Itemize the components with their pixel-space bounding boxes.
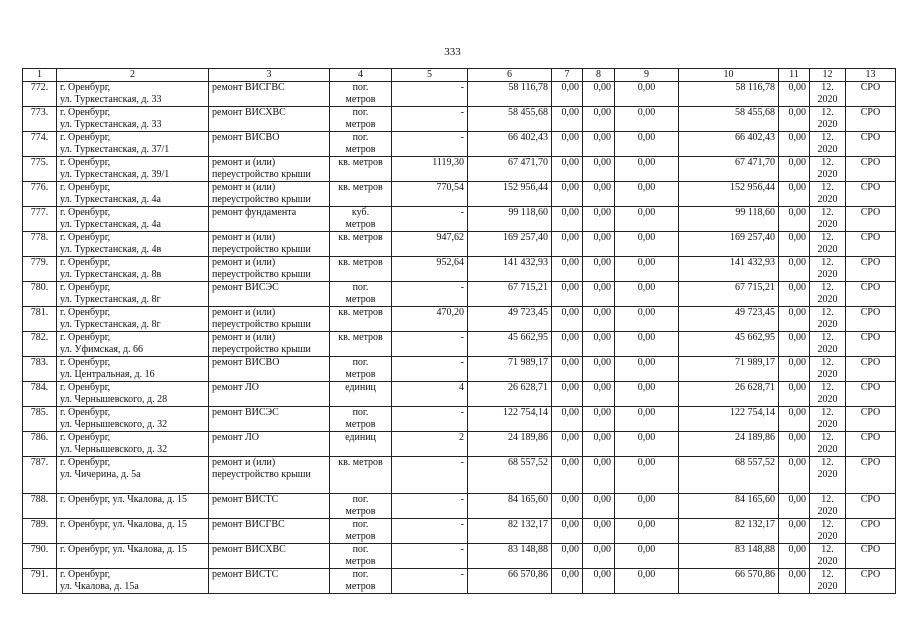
- period-cell: 12. 2020: [810, 407, 846, 432]
- cost-col7-cell: 0,00: [552, 157, 583, 182]
- cost-col10-cell: 67 471,70: [679, 157, 779, 182]
- cost-col8-cell: 0,00: [583, 457, 615, 494]
- column-header: 4: [330, 69, 392, 82]
- cost-total-cell: 141 432,93: [468, 257, 552, 282]
- table-row: [23, 182, 896, 207]
- table-row: [23, 494, 896, 519]
- cost-col7-cell: 0,00: [552, 232, 583, 257]
- cost-col10-cell: 99 118,60: [679, 207, 779, 232]
- quantity-cell: -: [392, 407, 468, 432]
- method-cell: СРО: [846, 182, 896, 207]
- row-number: 780.: [23, 282, 57, 307]
- table-row: [23, 257, 896, 282]
- period-cell: 12. 2020: [810, 432, 846, 457]
- work-type-cell: ремонт ВИСХВС: [209, 107, 330, 132]
- unit-cell: пог. метров: [330, 132, 392, 157]
- method-cell: СРО: [846, 382, 896, 407]
- column-header: 3: [209, 69, 330, 82]
- row-number: 772.: [23, 82, 57, 107]
- cost-col9-cell: 0,00: [615, 207, 679, 232]
- row-number: 773.: [23, 107, 57, 132]
- unit-cell: кв. метров: [330, 457, 392, 494]
- unit-cell: пог. метров: [330, 544, 392, 569]
- period-cell: 12. 2020: [810, 207, 846, 232]
- row-number: 785.: [23, 407, 57, 432]
- cost-total-cell: 169 257,40: [468, 232, 552, 257]
- cost-col7-cell: 0,00: [552, 494, 583, 519]
- cost-total-cell: 66 570,86: [468, 569, 552, 594]
- table-row: [23, 82, 896, 107]
- row-number: 786.: [23, 432, 57, 457]
- method-cell: СРО: [846, 232, 896, 257]
- address-cell: г. Оренбург, ул. Туркестанская, д. 4в: [57, 232, 209, 257]
- column-header: 5: [392, 69, 468, 82]
- address-cell: г. Оренбург, ул. Туркестанская, д. 8г: [57, 282, 209, 307]
- cost-col8-cell: 0,00: [583, 307, 615, 332]
- cost-total-cell: 68 557,52: [468, 457, 552, 494]
- row-number: 774.: [23, 132, 57, 157]
- work-type-cell: ремонт и (или) переустройство крыши: [209, 257, 330, 282]
- column-header: 8: [583, 69, 615, 82]
- method-cell: СРО: [846, 407, 896, 432]
- page-number: 333: [444, 46, 461, 58]
- cost-col11-cell: 0,00: [779, 382, 810, 407]
- method-cell: СРО: [846, 457, 896, 494]
- column-header: 10: [679, 69, 779, 82]
- cost-col9-cell: 0,00: [615, 257, 679, 282]
- address-cell: г. Оренбург, ул. Чернышевского, д. 28: [57, 382, 209, 407]
- table-row: [23, 407, 896, 432]
- period-cell: 12. 2020: [810, 157, 846, 182]
- cost-col9-cell: 0,00: [615, 432, 679, 457]
- row-number: 787.: [23, 457, 57, 494]
- table-row: [23, 157, 896, 182]
- table-row: [23, 569, 896, 594]
- cost-col9-cell: 0,00: [615, 494, 679, 519]
- cost-total-cell: 66 402,43: [468, 132, 552, 157]
- cost-col7-cell: 0,00: [552, 382, 583, 407]
- cost-col10-cell: 49 723,45: [679, 307, 779, 332]
- quantity-cell: -: [392, 494, 468, 519]
- address-cell: г. Оренбург, ул. Чернышевского, д. 32: [57, 407, 209, 432]
- table-row: [23, 457, 896, 494]
- method-cell: СРО: [846, 107, 896, 132]
- quantity-cell: -: [392, 357, 468, 382]
- cost-col7-cell: 0,00: [552, 569, 583, 594]
- table-row: [23, 282, 896, 307]
- address-cell: г. Оренбург, ул. Чкалова, д. 15а: [57, 569, 209, 594]
- capital-repair-table: [22, 68, 896, 594]
- period-cell: 12. 2020: [810, 232, 846, 257]
- work-type-cell: ремонт ВИСТС: [209, 494, 330, 519]
- cost-col11-cell: 0,00: [779, 457, 810, 494]
- method-cell: СРО: [846, 157, 896, 182]
- cost-col8-cell: 0,00: [583, 544, 615, 569]
- cost-col8-cell: 0,00: [583, 519, 615, 544]
- method-cell: СРО: [846, 282, 896, 307]
- column-header: 13: [846, 69, 896, 82]
- period-cell: 12. 2020: [810, 382, 846, 407]
- quantity-cell: -: [392, 132, 468, 157]
- column-header: 9: [615, 69, 679, 82]
- cost-col7-cell: 0,00: [552, 544, 583, 569]
- cost-total-cell: 99 118,60: [468, 207, 552, 232]
- table-row: [23, 332, 896, 357]
- cost-col10-cell: 82 132,17: [679, 519, 779, 544]
- table-row: [23, 307, 896, 332]
- unit-cell: пог. метров: [330, 519, 392, 544]
- cost-total-cell: 67 715,21: [468, 282, 552, 307]
- table-row: [23, 132, 896, 157]
- cost-col9-cell: 0,00: [615, 357, 679, 382]
- cost-col9-cell: 0,00: [615, 282, 679, 307]
- table-row: [23, 232, 896, 257]
- cost-col10-cell: 141 432,93: [679, 257, 779, 282]
- cost-total-cell: 152 956,44: [468, 182, 552, 207]
- cost-col11-cell: 0,00: [779, 207, 810, 232]
- method-cell: СРО: [846, 307, 896, 332]
- cost-col10-cell: 67 715,21: [679, 282, 779, 307]
- cost-col10-cell: 71 989,17: [679, 357, 779, 382]
- column-header: 1: [23, 69, 57, 82]
- cost-total-cell: 58 116,78: [468, 82, 552, 107]
- period-cell: 12. 2020: [810, 257, 846, 282]
- table-row: [23, 207, 896, 232]
- method-cell: СРО: [846, 544, 896, 569]
- address-cell: г. Оренбург, ул. Туркестанская, д. 33: [57, 82, 209, 107]
- cost-col11-cell: 0,00: [779, 182, 810, 207]
- cost-col7-cell: 0,00: [552, 357, 583, 382]
- method-cell: СРО: [846, 132, 896, 157]
- cost-col7-cell: 0,00: [552, 82, 583, 107]
- period-cell: 12. 2020: [810, 569, 846, 594]
- method-cell: СРО: [846, 257, 896, 282]
- unit-cell: единиц: [330, 382, 392, 407]
- period-cell: 12. 2020: [810, 332, 846, 357]
- cost-col8-cell: 0,00: [583, 494, 615, 519]
- cost-col11-cell: 0,00: [779, 257, 810, 282]
- method-cell: СРО: [846, 332, 896, 357]
- cost-col10-cell: 169 257,40: [679, 232, 779, 257]
- address-cell: г. Оренбург, ул. Чкалова, д. 15: [57, 519, 209, 544]
- cost-col10-cell: 68 557,52: [679, 457, 779, 494]
- period-cell: 12. 2020: [810, 132, 846, 157]
- cost-col10-cell: 24 189,86: [679, 432, 779, 457]
- period-cell: 12. 2020: [810, 494, 846, 519]
- cost-col9-cell: 0,00: [615, 307, 679, 332]
- unit-cell: пог. метров: [330, 569, 392, 594]
- address-cell: г. Оренбург, ул. Чкалова, д. 15: [57, 494, 209, 519]
- cost-col11-cell: 0,00: [779, 332, 810, 357]
- cost-col9-cell: 0,00: [615, 332, 679, 357]
- cost-col7-cell: 0,00: [552, 332, 583, 357]
- unit-cell: кв. метров: [330, 332, 392, 357]
- quantity-cell: 470,20: [392, 307, 468, 332]
- unit-cell: кв. метров: [330, 307, 392, 332]
- method-cell: СРО: [846, 494, 896, 519]
- period-cell: 12. 2020: [810, 282, 846, 307]
- cost-col10-cell: 66 570,86: [679, 569, 779, 594]
- cost-col8-cell: 0,00: [583, 382, 615, 407]
- cost-col11-cell: 0,00: [779, 519, 810, 544]
- cost-col11-cell: 0,00: [779, 107, 810, 132]
- quantity-cell: -: [392, 207, 468, 232]
- cost-col8-cell: 0,00: [583, 182, 615, 207]
- quantity-cell: 952,64: [392, 257, 468, 282]
- cost-total-cell: 49 723,45: [468, 307, 552, 332]
- unit-cell: кв. метров: [330, 257, 392, 282]
- period-cell: 12. 2020: [810, 307, 846, 332]
- cost-col10-cell: 84 165,60: [679, 494, 779, 519]
- row-number: 783.: [23, 357, 57, 382]
- cost-col9-cell: 0,00: [615, 519, 679, 544]
- unit-cell: пог. метров: [330, 357, 392, 382]
- row-number: 790.: [23, 544, 57, 569]
- cost-col10-cell: 45 662,95: [679, 332, 779, 357]
- cost-col8-cell: 0,00: [583, 257, 615, 282]
- row-number: 789.: [23, 519, 57, 544]
- cost-col7-cell: 0,00: [552, 207, 583, 232]
- cost-total-cell: 58 455,68: [468, 107, 552, 132]
- cost-total-cell: 71 989,17: [468, 357, 552, 382]
- table-row: [23, 107, 896, 132]
- cost-col10-cell: 152 956,44: [679, 182, 779, 207]
- cost-total-cell: 83 148,88: [468, 544, 552, 569]
- cost-col11-cell: 0,00: [779, 232, 810, 257]
- row-number: 781.: [23, 307, 57, 332]
- work-type-cell: ремонт ВИСТС: [209, 569, 330, 594]
- row-number: 779.: [23, 257, 57, 282]
- column-header: 2: [57, 69, 209, 82]
- period-cell: 12. 2020: [810, 107, 846, 132]
- cost-col11-cell: 0,00: [779, 432, 810, 457]
- cost-col8-cell: 0,00: [583, 232, 615, 257]
- cost-col11-cell: 0,00: [779, 282, 810, 307]
- row-number: 782.: [23, 332, 57, 357]
- unit-cell: кв. метров: [330, 232, 392, 257]
- column-header-row: [23, 69, 896, 82]
- quantity-cell: 770,54: [392, 182, 468, 207]
- cost-col11-cell: 0,00: [779, 569, 810, 594]
- work-type-cell: ремонт и (или) переустройство крыши: [209, 307, 330, 332]
- quantity-cell: -: [392, 332, 468, 357]
- address-cell: г. Оренбург, ул. Туркестанская, д. 8г: [57, 307, 209, 332]
- cost-col11-cell: 0,00: [779, 357, 810, 382]
- work-type-cell: ремонт ЛО: [209, 382, 330, 407]
- row-number: 777.: [23, 207, 57, 232]
- method-cell: СРО: [846, 82, 896, 107]
- table-row: [23, 519, 896, 544]
- table-row: [23, 544, 896, 569]
- work-type-cell: ремонт ВИСГВС: [209, 519, 330, 544]
- work-type-cell: ремонт ЛО: [209, 432, 330, 457]
- cost-col7-cell: 0,00: [552, 282, 583, 307]
- address-cell: г. Оренбург, ул. Чичерина, д. 5а: [57, 457, 209, 494]
- address-cell: г. Оренбург, ул. Центральная, д. 16: [57, 357, 209, 382]
- cost-col11-cell: 0,00: [779, 307, 810, 332]
- cost-col8-cell: 0,00: [583, 332, 615, 357]
- address-cell: г. Оренбург, ул. Чернышевского, д. 32: [57, 432, 209, 457]
- table-row: [23, 432, 896, 457]
- quantity-cell: 4: [392, 382, 468, 407]
- unit-cell: единиц: [330, 432, 392, 457]
- row-number: 776.: [23, 182, 57, 207]
- work-type-cell: ремонт ВИСВО: [209, 132, 330, 157]
- row-number: 778.: [23, 232, 57, 257]
- cost-col11-cell: 0,00: [779, 157, 810, 182]
- column-header: 6: [468, 69, 552, 82]
- method-cell: СРО: [846, 357, 896, 382]
- cost-col9-cell: 0,00: [615, 382, 679, 407]
- cost-col9-cell: 0,00: [615, 182, 679, 207]
- period-cell: 12. 2020: [810, 357, 846, 382]
- work-type-cell: ремонт ВИСЭС: [209, 407, 330, 432]
- cost-col9-cell: 0,00: [615, 544, 679, 569]
- quantity-cell: -: [392, 282, 468, 307]
- work-type-cell: ремонт и (или) переустройство крыши: [209, 232, 330, 257]
- cost-col8-cell: 0,00: [583, 282, 615, 307]
- unit-cell: пог. метров: [330, 282, 392, 307]
- work-type-cell: ремонт фундамента: [209, 207, 330, 232]
- cost-col7-cell: 0,00: [552, 432, 583, 457]
- cost-total-cell: 84 165,60: [468, 494, 552, 519]
- cost-col7-cell: 0,00: [552, 182, 583, 207]
- cost-col9-cell: 0,00: [615, 82, 679, 107]
- unit-cell: пог. метров: [330, 82, 392, 107]
- work-type-cell: ремонт и (или) переустройство крыши: [209, 157, 330, 182]
- work-type-cell: ремонт ВИСХВС: [209, 544, 330, 569]
- cost-col7-cell: 0,00: [552, 107, 583, 132]
- period-cell: 12. 2020: [810, 457, 846, 494]
- cost-col10-cell: 26 628,71: [679, 382, 779, 407]
- cost-col7-cell: 0,00: [552, 132, 583, 157]
- cost-col9-cell: 0,00: [615, 569, 679, 594]
- quantity-cell: -: [392, 457, 468, 494]
- cost-total-cell: 122 754,14: [468, 407, 552, 432]
- method-cell: СРО: [846, 432, 896, 457]
- cost-col10-cell: 83 148,88: [679, 544, 779, 569]
- address-cell: г. Оренбург, ул. Туркестанская, д. 4а: [57, 182, 209, 207]
- quantity-cell: -: [392, 569, 468, 594]
- cost-col7-cell: 0,00: [552, 407, 583, 432]
- cost-col8-cell: 0,00: [583, 82, 615, 107]
- cost-col11-cell: 0,00: [779, 544, 810, 569]
- unit-cell: пог. метров: [330, 494, 392, 519]
- row-number: 791.: [23, 569, 57, 594]
- quantity-cell: 947,62: [392, 232, 468, 257]
- method-cell: СРО: [846, 569, 896, 594]
- row-number: 788.: [23, 494, 57, 519]
- table-row: [23, 357, 896, 382]
- unit-cell: пог. метров: [330, 107, 392, 132]
- cost-col9-cell: 0,00: [615, 407, 679, 432]
- cost-col10-cell: 122 754,14: [679, 407, 779, 432]
- table-row: [23, 382, 896, 407]
- cost-col7-cell: 0,00: [552, 257, 583, 282]
- quantity-cell: 2: [392, 432, 468, 457]
- column-header: 12: [810, 69, 846, 82]
- unit-cell: кв. метров: [330, 157, 392, 182]
- cost-total-cell: 45 662,95: [468, 332, 552, 357]
- cost-col8-cell: 0,00: [583, 357, 615, 382]
- work-type-cell: ремонт ВИСЭС: [209, 282, 330, 307]
- cost-col9-cell: 0,00: [615, 457, 679, 494]
- quantity-cell: 1119,30: [392, 157, 468, 182]
- cost-col10-cell: 58 116,78: [679, 82, 779, 107]
- cost-col11-cell: 0,00: [779, 494, 810, 519]
- cost-col8-cell: 0,00: [583, 207, 615, 232]
- cost-col7-cell: 0,00: [552, 457, 583, 494]
- cost-col8-cell: 0,00: [583, 157, 615, 182]
- period-cell: 12. 2020: [810, 519, 846, 544]
- work-type-cell: ремонт ВИСГВС: [209, 82, 330, 107]
- work-type-cell: ремонт и (или) переустройство крыши: [209, 182, 330, 207]
- quantity-cell: -: [392, 107, 468, 132]
- cost-col9-cell: 0,00: [615, 107, 679, 132]
- cost-col8-cell: 0,00: [583, 407, 615, 432]
- cost-col11-cell: 0,00: [779, 407, 810, 432]
- cost-col11-cell: 0,00: [779, 82, 810, 107]
- period-cell: 12. 2020: [810, 182, 846, 207]
- column-header: 11: [779, 69, 810, 82]
- work-type-cell: ремонт и (или) переустройство крыши: [209, 332, 330, 357]
- unit-cell: куб. метров: [330, 207, 392, 232]
- address-cell: г. Оренбург, ул. Туркестанская, д. 39/1: [57, 157, 209, 182]
- cost-col10-cell: 66 402,43: [679, 132, 779, 157]
- row-number: 784.: [23, 382, 57, 407]
- cost-col7-cell: 0,00: [552, 519, 583, 544]
- unit-cell: пог. метров: [330, 407, 392, 432]
- address-cell: г. Оренбург, ул. Уфимская, д. 66: [57, 332, 209, 357]
- period-cell: 12. 2020: [810, 82, 846, 107]
- cost-total-cell: 26 628,71: [468, 382, 552, 407]
- period-cell: 12. 2020: [810, 544, 846, 569]
- cost-col7-cell: 0,00: [552, 307, 583, 332]
- cost-col10-cell: 58 455,68: [679, 107, 779, 132]
- cost-col9-cell: 0,00: [615, 157, 679, 182]
- column-header: 7: [552, 69, 583, 82]
- cost-total-cell: 82 132,17: [468, 519, 552, 544]
- method-cell: СРО: [846, 519, 896, 544]
- unit-cell: кв. метров: [330, 182, 392, 207]
- cost-col11-cell: 0,00: [779, 132, 810, 157]
- row-number: 775.: [23, 157, 57, 182]
- work-type-cell: ремонт ВИСВО: [209, 357, 330, 382]
- quantity-cell: -: [392, 544, 468, 569]
- cost-col8-cell: 0,00: [583, 432, 615, 457]
- cost-total-cell: 24 189,86: [468, 432, 552, 457]
- cost-col9-cell: 0,00: [615, 232, 679, 257]
- address-cell: г. Оренбург, ул. Туркестанская, д. 4а: [57, 207, 209, 232]
- cost-col8-cell: 0,00: [583, 569, 615, 594]
- address-cell: г. Оренбург, ул. Туркестанская, д. 8в: [57, 257, 209, 282]
- work-type-cell: ремонт и (или) переустройство крыши: [209, 457, 330, 494]
- address-cell: г. Оренбург, ул. Туркестанская, д. 33: [57, 107, 209, 132]
- method-cell: СРО: [846, 207, 896, 232]
- cost-col8-cell: 0,00: [583, 107, 615, 132]
- address-cell: г. Оренбург, ул. Чкалова, д. 15: [57, 544, 209, 569]
- cost-col8-cell: 0,00: [583, 132, 615, 157]
- cost-col9-cell: 0,00: [615, 132, 679, 157]
- quantity-cell: -: [392, 82, 468, 107]
- quantity-cell: -: [392, 519, 468, 544]
- cost-total-cell: 67 471,70: [468, 157, 552, 182]
- address-cell: г. Оренбург, ул. Туркестанская, д. 37/1: [57, 132, 209, 157]
